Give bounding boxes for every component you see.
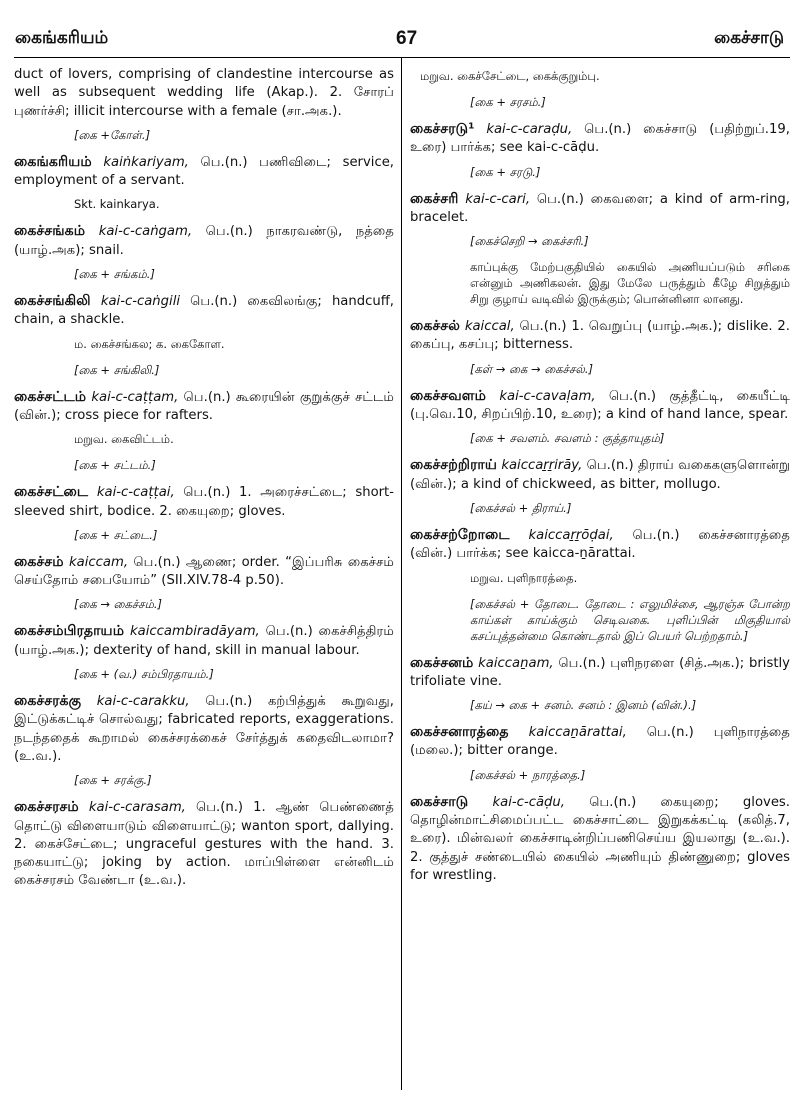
definition: பெ.(n.) கைச்சனாரத்தை (வின்.) பார்க்க; see kaicca-ṉārattai. [410,527,790,562]
etymology: [கை + சட்டை.] [74,527,158,542]
headword: கைச்சனம் [410,654,474,671]
definition: பெ.(n.) புளிநரளை (சித்.அக.); bristly trifoliate vine. [410,655,790,689]
definition: பெ.(n.) கைச்சித்திரம் (யாழ்.அக.); dexterity of hand, skill in manual labour. [14,624,394,658]
headword: கைச்சட்டம் [14,388,87,405]
definition: பெ.(n.) கையுறை; gloves. தொழின்மாட்சிமைப்பட்ட கைச்சாட்டை இறுகக்கட்டி (கலித்.7, உரை). மின்வலர் கைச்சாடின்றிப்பணிசெய்ய இயலாது (உ.வ.). 2. குத்துச் சண்டையில் கையில் அணியும் திண்ணுறை; gloves for wrestling. [410,794,790,883]
headword: கைச்சங்கிலி [14,293,91,310]
dictionary-entry [410,317,790,377]
transliteration: kai-c-caṅgili [100,294,181,310]
definition: பெ.(n.) 1. அரைச்சட்டை; short-sleeved shirt, bodice. 2. கையுறை; gloves. [14,485,394,519]
dictionary-entry [14,692,394,788]
entry-text [14,483,394,521]
etymology: [கை +கோள்.] [74,127,151,142]
dictionary-entry [410,387,790,447]
definition: பெ.(n.) குத்தீட்டி, கையீட்டி (பு.வெ.10, சிறப்பிற்.10, உரை); a kind of hand lance, spear. [410,388,790,423]
dictionary-entry [410,190,790,308]
guide-word-left: கைங்கரியம் [15,28,109,48]
cognate-note: மறுவ. கைவிட்டம். [74,432,174,447]
headword: கைச்சம் [14,553,64,570]
definition: பெ.(n.) நாகரவண்டு, நத்தை (யாழ்.அக); snail. [14,224,394,258]
cognate-note: மறுவ. புளிநாரத்தை. [470,570,578,585]
dictionary-entry [410,120,790,180]
transliteration: kai-c-caṭṭam, [91,389,179,405]
dictionary-entry [410,456,790,516]
headword: கைச்சங்கம் [14,223,86,240]
dictionary-entry [14,483,394,543]
entry-text [14,153,394,191]
right-column [410,66,790,891]
etymology: [கள் → கை → கைச்சல்.] [470,361,594,376]
entry-text [14,692,394,766]
dictionary-entry [14,798,394,890]
entry-text [410,120,790,158]
entry-text [14,622,394,660]
transliteration: kaiccaṉārattai, [528,725,627,741]
etymology: [கைச்சல் + திராய்.] [470,500,572,515]
definition: பெ.(n.) 1. வெறுப்பு (யாழ்.அக.); dislike. 2. கைப்பு, கசப்பு; bitterness. [410,319,790,353]
definition: பெ.(n.) 1. ஆண் பெண்ணைத் தொட்டு விளையாடும் விளையாட்டு; wanton sport, dallying. 2. கைச்சேட்டை; ungraceful gestures with the hand. 3. நகையாட்டு; joking by action. மாப்பிள்ளை என்னிடம் கைச்சரசம் வேண்டா (உ.வ.). [14,800,394,889]
dictionary-entry [14,292,394,378]
headword: கைச்சரசம் [14,799,79,816]
entry-text [410,654,790,692]
headword: கைங்கரியம் [14,153,92,170]
page-header [10,28,790,52]
transliteration: kai-c-cavaḷam, [499,388,596,404]
definition: பெ.(n.) கூரையின் குறுக்குச் சட்டம் (வின்.); cross piece for rafters. [14,389,394,423]
transliteration: kaiccaṟṟirāy, [501,458,583,474]
etymology: [கை + சரடு.] [470,164,541,179]
dictionary-entry [14,388,394,474]
entry-text [14,292,394,330]
headword: கைச்சரக்கு [14,693,82,710]
etymology-explanation: [கைச்சல் + தோடை. தோடை : எலுமிச்சை, ஆரஞ்சு போன்ற காய்கள் காய்க்கும் செடிவகை. புளிப்பின் மிகுதியால் கசப்புத்தன்மை கொண்டதால் இப் பெயர் பெற்றதாம்.] [470,596,790,643]
transliteration: kai-c-cari, [465,191,531,207]
guide-word-right: கைச்சாடு [714,28,784,48]
definition: பெ.(n.) கைச்சாடு (பதிற்றுப்.19, உரை) பார்க்க; see kai-c-cāḍu. [410,122,790,156]
dictionary-entry [14,153,394,213]
etymology: [கை → கைச்சம்.] [74,597,163,612]
dictionary-entry [410,654,790,714]
definition: பெ.(n.) புளிநாரத்தை (மலை.); bitter orange. [410,725,790,759]
entry-text [410,793,790,885]
transliteration: kai-c-carasam, [88,800,186,816]
transliteration: kaiccam, [69,554,129,570]
headword: கைச்சற்றோடை [410,526,510,543]
entry-text [410,526,790,564]
headword: கைச்சாடு [410,793,469,810]
etymology: [கை + சவளம். சவளம் : குத்தாயுதம்] [470,431,665,446]
dictionary-entry [14,553,394,613]
definition: பெ.(n.) ஆணை; order. “இப்பரிசு கைச்சம் செய்தோம் சபையோம்” (SII.XIV.78-4 p.50). [14,554,394,589]
entry-text [410,317,790,355]
headword: கைச்சம்பிரதாயம் [14,623,125,640]
headword: கைச்சரடு¹ [410,121,475,137]
headword: கைச்சல் [410,318,460,335]
headword: கைச்சவளம் [410,387,487,404]
definition: பெ.(n.) பணிவிடை; service, employment of a servant. [14,154,394,189]
etymology: [கை + சங்கிலி.] [74,362,160,377]
left-column [14,66,394,897]
cognate-note: Skt. kainkarya. [74,197,160,212]
transliteration: kai-c-caraḍu, [486,122,573,137]
definition: பெ.(n.) கைவளை; a kind of arm-ring, bracelet. [410,191,790,225]
entry-text [410,456,790,494]
etymology: [கை + சட்டம்.] [74,458,156,473]
page-number: 67 [396,28,418,49]
dictionary-entry [410,526,790,644]
etymology: [கைச்செறி → கைச்சரி.] [470,234,589,249]
variant-note: மறுவ. கைச்சேட்டை, கைக்குறும்பு. [420,69,600,83]
dictionary-entry [410,793,790,885]
etymology: [கை + சரக்கு.] [74,773,152,788]
entry-text [410,190,790,228]
transliteration: kai-c-carakku, [96,694,190,710]
continuation-text: duct of lovers, comprising of clandestine intercourse as well as subsequent wedding life (Akap.). 2. சோரப் புணர்ச்சி; illicit intercourse with a female (சா.அக.). [14,67,394,119]
entry-text [14,222,394,260]
transliteration: kaiccal, [464,319,515,335]
headword: கைச்சனாரத்தை [410,724,509,741]
entry-text [14,553,394,591]
definition: பெ.(n.) திராய் வகைகளுளொன்று (வின்.); a kind of chickweed, as bitter, mollugo. [410,458,790,492]
transliteration: kaiccambiradāyam, [130,624,260,640]
etymology: [கை + சங்கம்.] [74,267,155,282]
headword: கைச்சற்றிராய் [410,457,497,474]
transliteration: kai-c-caṭṭai, [96,485,175,501]
transliteration: kaiṅkariyam, [103,154,189,170]
usage-note: காப்புக்கு மேற்பகுதியில் கையில் அணியப்படும் சரிகை என்னும் அணிகலன். இது மேலே பருத்தும் கீழே சிறுத்தும் சிறு குழாய் வடிவில் இருக்கும்; பொன்னினா லானது. [470,260,790,307]
transliteration: kai-c-caṅgam, [98,224,193,240]
headword: கைச்சட்டை [14,484,89,501]
etymology: [கைச்சல் + நாரத்தை.] [470,767,586,782]
entry-text [410,387,790,425]
definition: பெ.(n.) கைவிலங்கு; handcuff, chain, a shackle. [14,294,394,328]
transliteration: kaiccaṟṟōḍai, [528,527,614,543]
transliteration: kaiccaṉam, [478,655,554,671]
etymology: [கை + (வ.) சம்பிரதாயம்.] [74,667,214,682]
entry-text [14,798,394,890]
dictionary-entry [14,622,394,682]
column-divider [401,58,402,1090]
dictionary-entry [410,723,790,783]
etymology: [கை + சரசம்.] [470,95,546,109]
header-rule [14,57,790,58]
etymology: [கய் → கை + சனம். சனம் : இனம் (வின்.).] [470,698,697,713]
entry-text [14,388,394,426]
entry-text [410,723,790,761]
cognate-note: ம. கைச்சங்கல; க. கைகோள. [74,336,225,351]
headword: கைச்சரி [410,190,459,207]
dictionary-entry [14,222,394,282]
definition: பெ.(n.) கற்பித்துக் கூறுவது, இட்டுக்கட்டிச் சொல்வது; fabricated reports, exaggerations. நடந்ததைக் கூறாமல் கைச்சரக்கைச் சேர்த்துக் கதைவிடலாமா? (உ.வ.). [14,694,394,764]
transliteration: kai-c-cāḍu, [492,794,565,810]
